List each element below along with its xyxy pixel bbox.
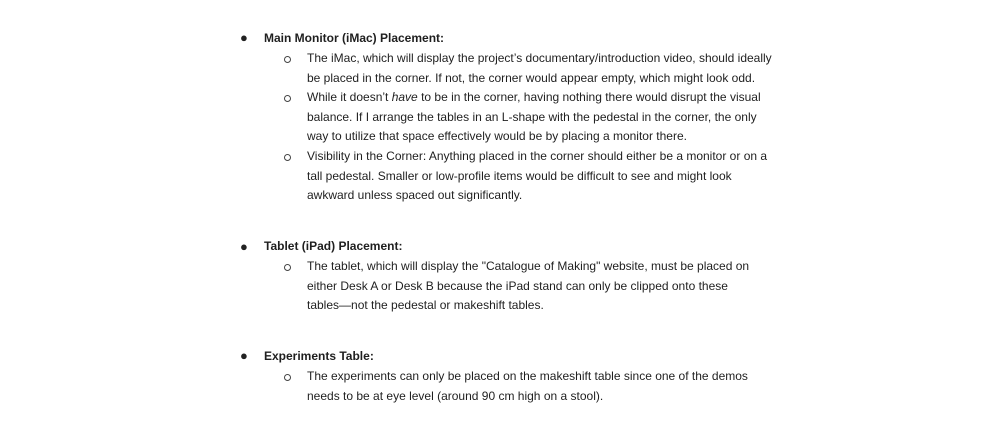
hollow-bullet-icon	[284, 95, 291, 102]
emphasis-text: have	[391, 90, 418, 105]
text-line: balance. If I arrange the tables in an L-shape with the pedestal in the corner, the only	[307, 109, 757, 124]
hollow-bullet-icon	[284, 374, 291, 381]
section-heading: Tablet (iPad) Placement:	[264, 239, 403, 253]
bullet-icon: ●	[240, 239, 248, 254]
text-line: The tablet, which will display the "Catalogue of Making" website, must be placed on	[307, 259, 750, 273]
bullet-icon: ●	[240, 30, 248, 45]
text-line: tables—not the pedestal or makeshift tables.	[307, 298, 544, 313]
text-line: either Desk A or Desk B because the iPad stand can only be clipped onto these	[307, 278, 728, 293]
text-line	[307, 88, 761, 108]
hollow-bullet-icon	[284, 154, 291, 161]
bullet-icon: ●	[240, 348, 248, 363]
text-line: The experiments can only be placed on the makeshift table since one of the demos	[307, 369, 748, 383]
section-heading: Experiments Table:	[264, 349, 374, 363]
text-line: The iMac, which will display the project’s documentary/introduction video, should ideally	[307, 51, 772, 65]
hollow-bullet-icon	[284, 264, 291, 271]
text-run: to be in the corner, having nothing there would disrupt the visual	[417, 90, 761, 105]
section-heading: Main Monitor (iMac) Placement:	[264, 31, 445, 45]
text-line: awkward unless spaced out significantly.	[307, 188, 523, 203]
text-line: be placed in the corner. If not, the corner would appear empty, which might look odd.	[307, 70, 756, 85]
text-line: tall pedestal. Smaller or low-profile items would be difficult to see and might look	[307, 168, 732, 183]
text-run: While it doesn’t	[307, 90, 392, 105]
text-line: way to utilize that space effectively would be by placing a monitor there.	[307, 129, 687, 144]
hollow-bullet-icon	[284, 56, 291, 63]
text-line: needs to be at eye level (around 90 cm high on a stool).	[307, 388, 604, 403]
text-line: Visibility in the Corner: Anything placed in the corner should either be a monitor or on a	[307, 149, 768, 163]
